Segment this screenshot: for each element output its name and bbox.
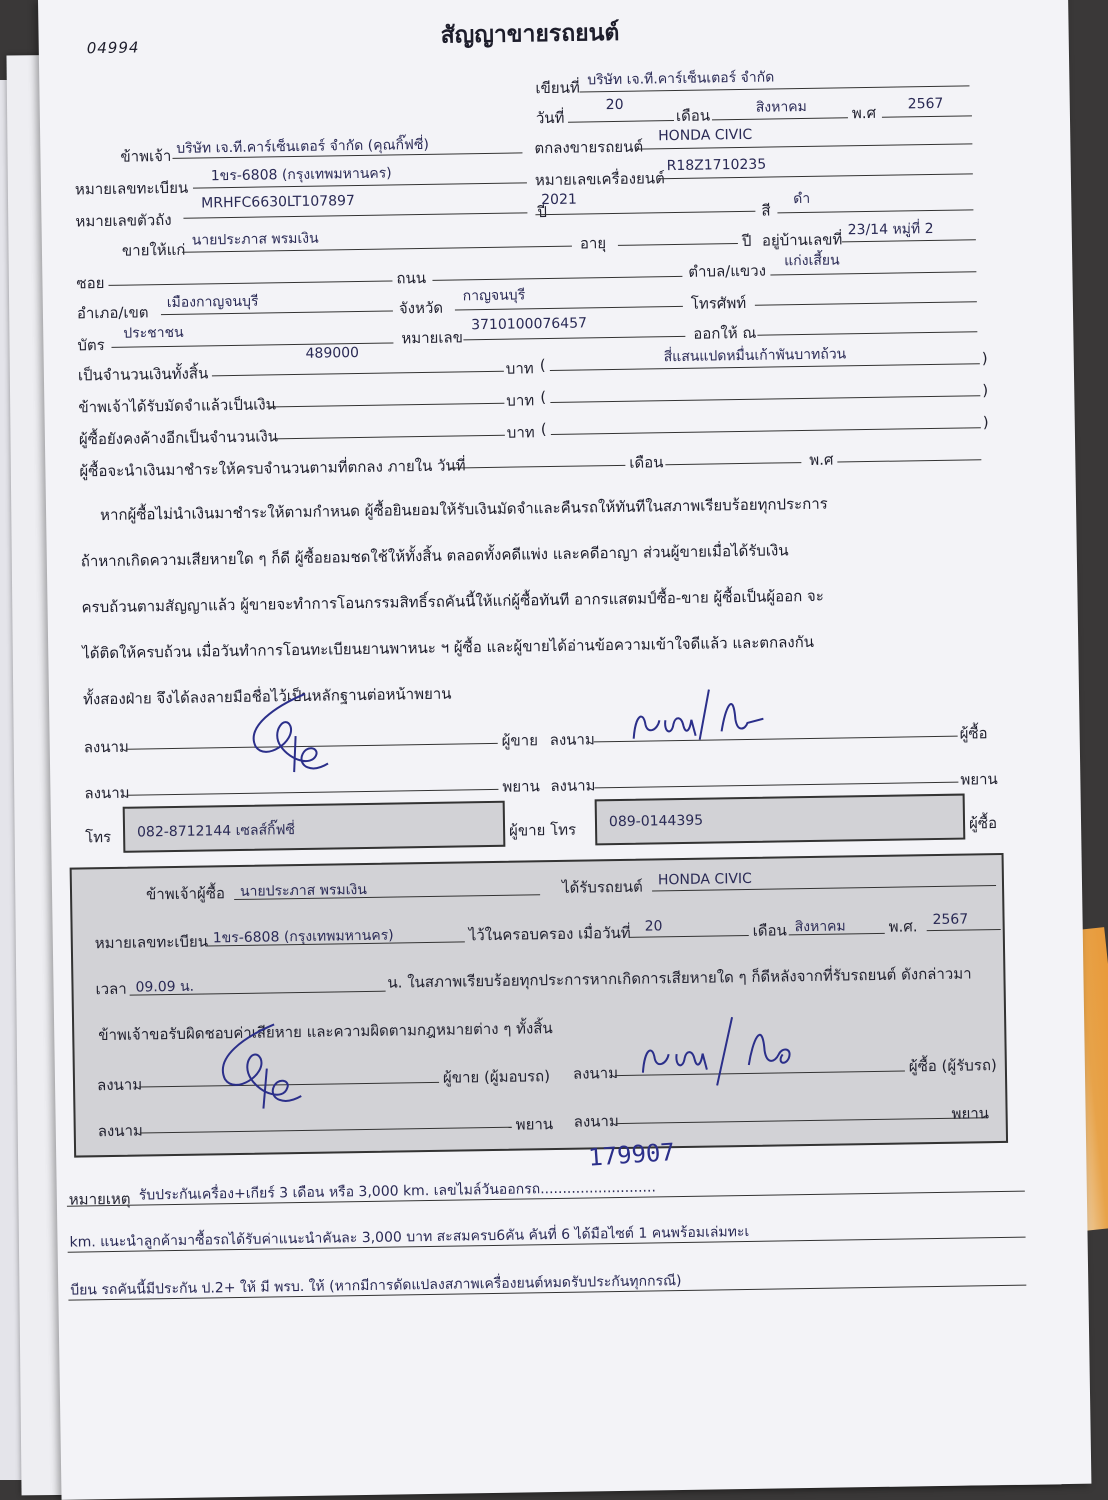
month-line (712, 117, 848, 120)
sell-to-value: นายประภาส พรมเงิน (191, 230, 319, 249)
engine-line (659, 173, 973, 179)
receipt-witness-1-role: พยาน (515, 1115, 554, 1134)
soi-label: ซอย (76, 273, 105, 293)
remaining-close-paren: ) (982, 413, 989, 432)
total-label: เป็นจำนวนเงินทั้งสิ้น (77, 364, 209, 385)
receipt-date-line (629, 935, 749, 938)
plate-label: หมายเลขทะเบียน (74, 178, 189, 199)
card-no-label: หมายเลข (401, 328, 464, 348)
witness-2-line (594, 782, 958, 789)
due-date-line (449, 465, 625, 469)
date-label: วันที่ (535, 108, 565, 128)
seller-value: บริษัท เจ.ที.คาร์เซ็นเตอร์ จำกัด (คุณกิ๊ฟซี่) (176, 136, 429, 157)
deposit-label: ข้าพเจ้าได้รับมัดจำแล้วเป็นเงิน (78, 395, 277, 417)
terms-line-1: หากผู้ซื้อไม่นำเงินมาชำระให้ตามกำหนด ผู้ซื้อยินยอมให้รับเงินมัดจำและคืนรถให้ทันทีในสภาพเรียบร้อยทุกประการ (99, 494, 828, 525)
subdistrict-label: ตำบล/แขวง (688, 261, 767, 281)
year-label: พ.ศ (851, 103, 877, 123)
remaining-open-paren: ( (540, 420, 547, 439)
witness-2-role: พยาน (960, 770, 998, 789)
remaining-line (273, 435, 505, 440)
sign-label-seller: ลงนาม (83, 737, 129, 757)
road-line (432, 276, 682, 281)
vehicle-receipt-section (70, 853, 1008, 1158)
total-open-paren: ( (539, 356, 546, 375)
due-month-label: เดือน (629, 453, 664, 472)
page-title: สัญญาขายรถยนต์ (440, 19, 620, 49)
agree-sell-value: HONDA CIVIC (658, 126, 753, 145)
address-label: อยู่บ้านเลขที่ (761, 230, 843, 250)
phone-line (755, 301, 977, 305)
buyer-phone-value: 089-0144395 (608, 812, 704, 831)
contract-page (38, 0, 1091, 1500)
receipt-date-value: 20 (644, 918, 663, 935)
plate-value: 1ขร-6808 (กรุงเทพมหานคร) (210, 165, 392, 185)
receipt-sign-label-buyer: ลงนาม (572, 1064, 619, 1083)
seller-phone-label: ผู้ขาย โทร (508, 820, 577, 840)
note-line-1: รับประกันเครื่อง+เกียร์ 3 เดือน หรือ 3,000 km. เลขไมล์วันออกรถ.......................... (138, 1179, 656, 1204)
total-baht: บาท (505, 359, 534, 378)
total-close-paren: ) (981, 349, 988, 368)
due-label: ผู้ซื้อจะนำเงินมาชำระให้ครบจำนวนตามที่ตกลง ภายใน วันที่ (79, 456, 466, 481)
handwritten-mileage: 179907 (587, 1137, 676, 1172)
issued-label: ออกให้ ณ (693, 323, 757, 343)
receipt-year-line (927, 929, 1001, 931)
vehicle-year-label: ปี (537, 203, 548, 222)
age-label: อายุ (579, 234, 607, 253)
witness-1-role: พยาน (502, 777, 540, 796)
seller-label: ข้าพเจ้า (120, 146, 172, 166)
seller-signature (235, 685, 356, 781)
date-line (568, 120, 674, 123)
receipt-buyer-signature (636, 1008, 807, 1095)
receipt-seller-signature (204, 1016, 326, 1117)
note-line-2: km. แนะนำลูกค้ามาซื้อรถได้รับค่าแนะนำคันละ 3,000 บาท สะสมครบ6คัน คันที่ 6 ได้มือไซต์ 1 คนพร้อมเล่มทะเ (69, 1223, 750, 1251)
receipt-sign-label-seller: ลงนาม (96, 1075, 143, 1095)
color-value: ดำ (793, 190, 811, 208)
agree-sell-label: ตกลงขายรถยนต์ (534, 137, 644, 158)
deposit-words-line (550, 395, 980, 403)
color-label: สี (761, 201, 771, 220)
due-year-label: พ.ศ (809, 450, 834, 469)
remaining-label: ผู้ซื้อยังคงค้างอีกเป็นจำนวนเงิน (78, 427, 279, 449)
issued-line (757, 331, 977, 335)
total-words: สี่แสนแปดหมื่นเก้าพันบาทถ้วน (663, 346, 847, 366)
age-line (618, 243, 738, 246)
road-label: ถนน (396, 268, 427, 288)
buyer-phone-box (595, 794, 966, 846)
card-no-value: 3710100076457 (471, 315, 588, 334)
due-year-line (837, 459, 981, 462)
deposit-open-paren: ( (540, 388, 547, 407)
receipt-witness-2-line (616, 1117, 988, 1124)
sign-label-witness-2: ลงนาม (550, 776, 596, 796)
buyer-phone-role: ผู้ซื้อ (968, 814, 998, 833)
phone-label: โทรศัพท์ (690, 293, 747, 313)
seller-sign-role: ผู้ขาย (501, 731, 539, 750)
receipt-plate-value: 1ขร-6808 (กรุงเทพมหานคร) (212, 927, 394, 947)
receipt-month-value: สิงหาคม (794, 918, 846, 936)
sign-label-buyer: ลงนาม (549, 730, 595, 750)
receipt-witness-1-line (140, 1127, 512, 1134)
liability-text: ข้าพเจ้าขอรับผิดชอบค่าเสียหาย และความผิดตามกฎหมายต่าง ๆ ทั้งสิ้น (98, 1019, 553, 1045)
receipt-buyer-label: ข้าพเจ้าผู้ซื้อ (145, 884, 226, 904)
province-value: กาญจนบุรี (462, 287, 526, 305)
receipt-seller-role: ผู้ขาย (ผู้มอบรถ) (442, 1067, 551, 1087)
receipt-year-value: 2567 (932, 911, 969, 929)
seller-phone-value: 082-8712144 เซลส์กิ๊ฟซี่ (136, 822, 296, 841)
chassis-label: หมายเลขตัวถัง (75, 210, 172, 231)
deposit-baht: บาท (506, 391, 535, 410)
receipt-buyer-value: นายประภาส พรมเงิน (239, 881, 367, 900)
total-value: 489000 (305, 345, 360, 362)
province-label: จังหวัด (398, 298, 444, 318)
buyer-signature (629, 678, 780, 754)
subdistrict-value: แก่งเสี้ยน (784, 252, 840, 270)
note-label: หมายเหตุ (68, 1189, 131, 1209)
receipt-plate-label: หมายเลขทะเบียน (94, 932, 209, 953)
date-value: 20 (605, 96, 624, 114)
receipt-sign-label-witness-2: ลงนาม (573, 1112, 619, 1131)
remaining-baht: บาท (506, 423, 535, 442)
year-line (882, 115, 972, 117)
district-label: อำเภอ/เขต (76, 303, 149, 323)
received-car-value: HONDA CIVIC (657, 870, 752, 889)
remaining-words-line (551, 427, 981, 435)
written-at-label: เขียนที่ (535, 78, 580, 98)
deposit-line (266, 403, 504, 408)
note-line-3: บียน รถคันนี้มีประกัน ป.2+ ให้ มี พรบ. ให้ (หากมีการดัดแปลงสภาพเครื่องยนต์หมดรับประกันทุกกรณี) (70, 1273, 682, 1299)
chassis-line (183, 212, 527, 218)
time-label: เวลา (95, 979, 127, 999)
seller-phone-box (123, 801, 506, 853)
month-label: เดือน (675, 106, 711, 125)
witness-1-line (126, 789, 498, 796)
vehicle-year-line (535, 211, 755, 215)
year-value: 2567 (907, 95, 944, 113)
soi-line (108, 280, 392, 285)
possession-label: ไว้ในครอบครอง เมื่อวันที่ (468, 923, 631, 945)
total-line (212, 371, 504, 377)
month-value: สิงหาคม (755, 98, 807, 116)
sign-label-witness-1: ลงนาม (84, 783, 130, 803)
receipt-buyer-role: ผู้ซื้อ (ผู้รับรถ) (908, 1056, 997, 1076)
card-label: บัตร (77, 335, 105, 355)
terms-line-4: ได้ติดให้ครบถ้วน เมื่อวันทำการโอนทะเบียนยานพาหนะ ฯ ผู้ซื้อ และผู้ขายได้อ่านข้อความเข้าใจดีแล้ว และตกลงกัน (82, 632, 815, 663)
deposit-close-paren: ) (982, 381, 989, 400)
receipt-sign-label-witness-1: ลงนาม (97, 1121, 144, 1141)
written-at-value: บริษัท เจ.ที.คาร์เซ็นเตอร์ จำกัด (587, 69, 775, 89)
receipt-year-label: พ.ศ. (888, 917, 918, 936)
buyer-sign-role: ผู้ซื้อ (959, 724, 988, 743)
receipt-month-label: เดือน (752, 921, 787, 940)
time-value: 09.09 น. (135, 978, 195, 996)
terms-line-2: ถ้าหากเกิดความเสียหายใด ๆ ก็ดี ผู้ซื้อยอมชดใช้ให้ทั้งสิ้น ตลอดทั้งคดีแพ่ง และคดีอาญา ส่วนผู้ขายเมื่อได้รับเงิน (80, 541, 789, 571)
document-number: 04994 (86, 38, 140, 58)
terms-line-5: ทั้งสองฝ่าย จึงได้ลงลายมือชื่อไว้เป็นหลักฐานต่อหน้าพยาน (82, 684, 452, 709)
engine-label: หมายเลขเครื่องยนต์ (534, 169, 665, 190)
due-month-line (665, 462, 801, 465)
phone-label-left: โทร (85, 827, 112, 847)
agree-sell-line (636, 143, 972, 149)
received-car-label: ได้รับรถยนต์ (561, 877, 643, 897)
card-value: ประชาชน (123, 324, 184, 342)
chassis-value: MRHFC6630LT107897 (201, 193, 355, 212)
time-condition-text: น. ในสภาพเรียบร้อยทุกประการหากเกิดการเสียหายใด ๆ ก็ดีหลังจากที่รับรถยนต์ ดังกล่าวมา (387, 964, 972, 992)
terms-line-3: ครบถ้วนตามสัญญาแล้ว ผู้ขายจะทำการโอนกรรมสิทธิ์รถคันนี้ให้แก่ผู้ซื้อทันที อากรแสตมป์ซื้อ-ขาย ผู้ซื้อเป็นผู้ออก จะ (81, 586, 824, 617)
card-no-line (463, 336, 685, 340)
receipt-witness-2-role: พยาน (951, 1104, 990, 1123)
vehicle-year-value: 2021 (541, 191, 577, 209)
sell-to-label: ขายให้แก่ (121, 240, 186, 260)
district-value: เมืองกาญจนบุรี (166, 293, 259, 312)
address-value: 23/14 หมู่ที่ 2 (847, 220, 934, 239)
engine-value: R18Z1710235 (666, 156, 767, 175)
age-unit: ปี (741, 231, 752, 250)
